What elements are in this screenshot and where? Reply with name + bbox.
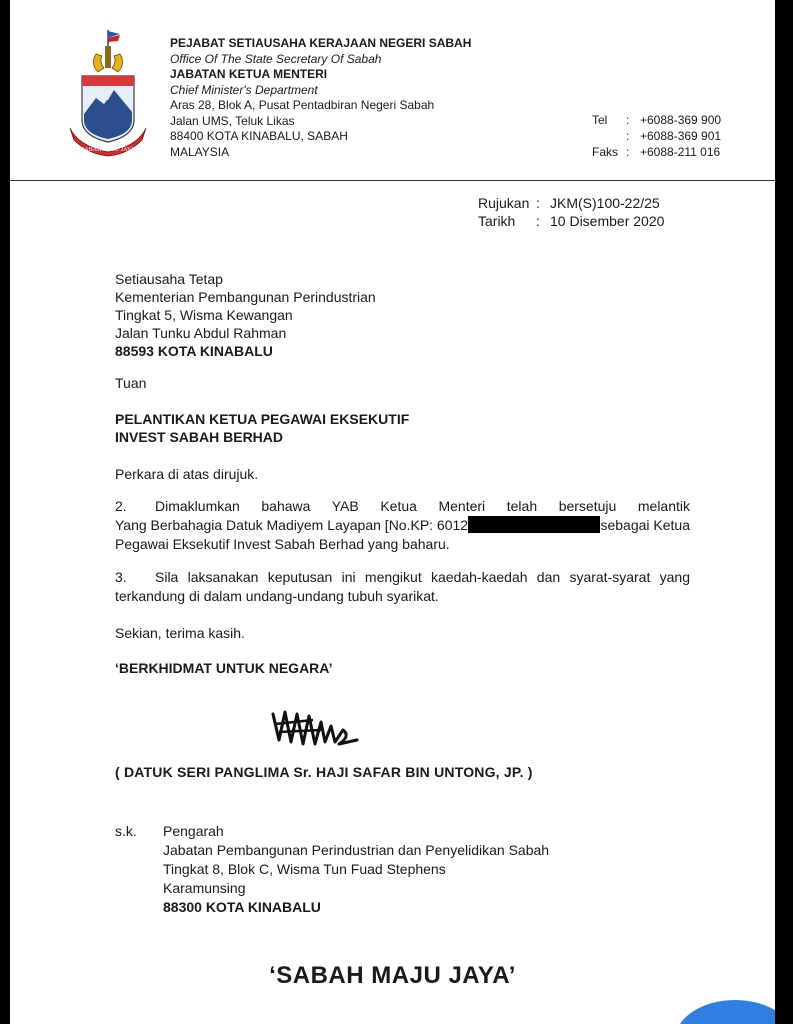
paragraph-text — [115, 516, 600, 535]
letter-page — [10, 0, 775, 1024]
paragraph-number: 3. — [115, 569, 127, 585]
paragraph-line: terkandung di dalam undang-undang tubuh syarikat. — [115, 588, 439, 604]
paragraph-text-before-redaction: Yang Berbahagia Datuk Madiyem Layapan [No.KP: 6012 — [115, 517, 469, 533]
cc-lines — [163, 822, 549, 917]
address-line: 88400 KOTA KINABALU, SABAH — [170, 129, 348, 143]
paragraph-text: Dimaklumkan bahawa YAB Ketua Menteri telah bersetuju melantik — [155, 498, 690, 514]
cc-line: Pengarah — [163, 823, 224, 839]
org-name: PEJABAT SETIAUSAHA KERAJAAN NEGERI SABAH — [170, 36, 472, 50]
cc-label: s.k. — [115, 823, 137, 839]
reference-separator: : — [536, 195, 540, 211]
address-line: Jalan UMS, Teluk Likas — [170, 113, 295, 128]
redaction-bar — [468, 516, 600, 533]
sabah-crest-icon — [68, 28, 148, 158]
letterhead-text — [170, 36, 471, 160]
cc-city: 88300 KOTA KINABALU — [163, 899, 321, 915]
contact-block — [592, 112, 721, 160]
department-name-en: Chief Minister's Department — [170, 82, 318, 97]
paragraph-line: Pegawai Eksekutif Invest Sabah Berhad yang baharu. — [115, 536, 450, 552]
recipient-city: 88593 KOTA KINABALU — [115, 343, 273, 359]
contact-separator: : — [626, 129, 630, 143]
recipient-line: Setiausaha Tetap — [115, 271, 223, 287]
contact-row — [592, 128, 721, 144]
address-line: Aras 28, Blok A, Pusat Pentadbiran Negeri Sabah — [170, 98, 435, 112]
signatory-name: ( DATUK SERI PANGLIMA Sr. HAJI SAFAR BIN UNTONG, JP. ) — [115, 764, 533, 780]
reference-block — [478, 194, 664, 230]
paragraph-3 — [115, 568, 690, 606]
subject-line: PELANTIKAN KETUA PEGAWAI EKSEKUTIF — [115, 411, 410, 427]
paragraph-line — [115, 516, 690, 535]
subject-line: INVEST SABAH BERHAD — [115, 429, 284, 445]
recipient-line: Tingkat 5, Wisma Kewangan — [115, 307, 293, 323]
paragraph-line — [115, 568, 690, 587]
paragraph-text: Sila laksanakan keputusan ini mengikut kaedah-kaedah dan syarat-syarat yang — [155, 569, 690, 585]
cc-line: Jabatan Pembangunan Perindustrian dan Penyelidikan Sabah — [163, 842, 550, 858]
reference-row — [478, 194, 664, 212]
salutation: Tuan — [115, 375, 147, 391]
address-line: MALAYSIA — [170, 144, 230, 159]
paragraph-2 — [115, 497, 690, 554]
date-row — [478, 212, 664, 230]
cc-line: Karamunsing — [163, 880, 246, 896]
paragraph-number: 2. — [115, 498, 127, 514]
subject-block — [115, 410, 409, 446]
contact-label: Faks — [592, 145, 619, 159]
reference-value: JKM(S)100-22/25 — [550, 195, 660, 211]
recipient-block — [115, 270, 376, 360]
date-label: Tarikh — [478, 213, 516, 229]
signature-icon — [265, 700, 365, 752]
reference-label: Rujukan — [478, 195, 530, 211]
date-separator: : — [536, 213, 540, 229]
paragraph-text-after-redaction: sebagai Ketua — [600, 517, 690, 533]
contact-separator: : — [626, 145, 630, 159]
contact-separator: : — [626, 113, 630, 127]
contact-value: +6088-369 900 — [640, 113, 722, 127]
contact-label: Tel — [592, 113, 608, 127]
recipient-line: Jalan Tunku Abdul Rahman — [115, 325, 287, 341]
recipient-line: Kementerian Pembangunan Perindustrian — [115, 289, 376, 305]
paragraph-1: Perkara di atas dirujuk. — [115, 466, 259, 482]
date-value: 10 Disember 2020 — [550, 213, 665, 229]
letterhead-divider — [10, 180, 775, 181]
contact-label — [592, 128, 626, 144]
floating-button[interactable] — [675, 1000, 775, 1024]
slogan: ‘BERKHIDMAT UNTUK NEGARA’ — [115, 660, 333, 676]
department-name: JABATAN KETUA MENTERI — [170, 67, 328, 81]
footer-motto: ‘SABAH MAJU JAYA’ — [269, 962, 516, 989]
contact-value: +6088-369 901 — [640, 129, 722, 143]
paragraph-line — [115, 497, 690, 516]
contact-row — [592, 144, 721, 160]
crest-ribbon-text: SABAH MAJU JAYA — [81, 147, 135, 153]
closing: Sekian, terima kasih. — [115, 625, 245, 641]
contact-value: +6088-211 016 — [640, 145, 721, 159]
org-name-en: Office Of The State Secretary Of Sabah — [170, 51, 382, 66]
contact-row — [592, 112, 721, 128]
cc-line: Tingkat 8, Blok C, Wisma Tun Fuad Stephens — [163, 861, 446, 877]
